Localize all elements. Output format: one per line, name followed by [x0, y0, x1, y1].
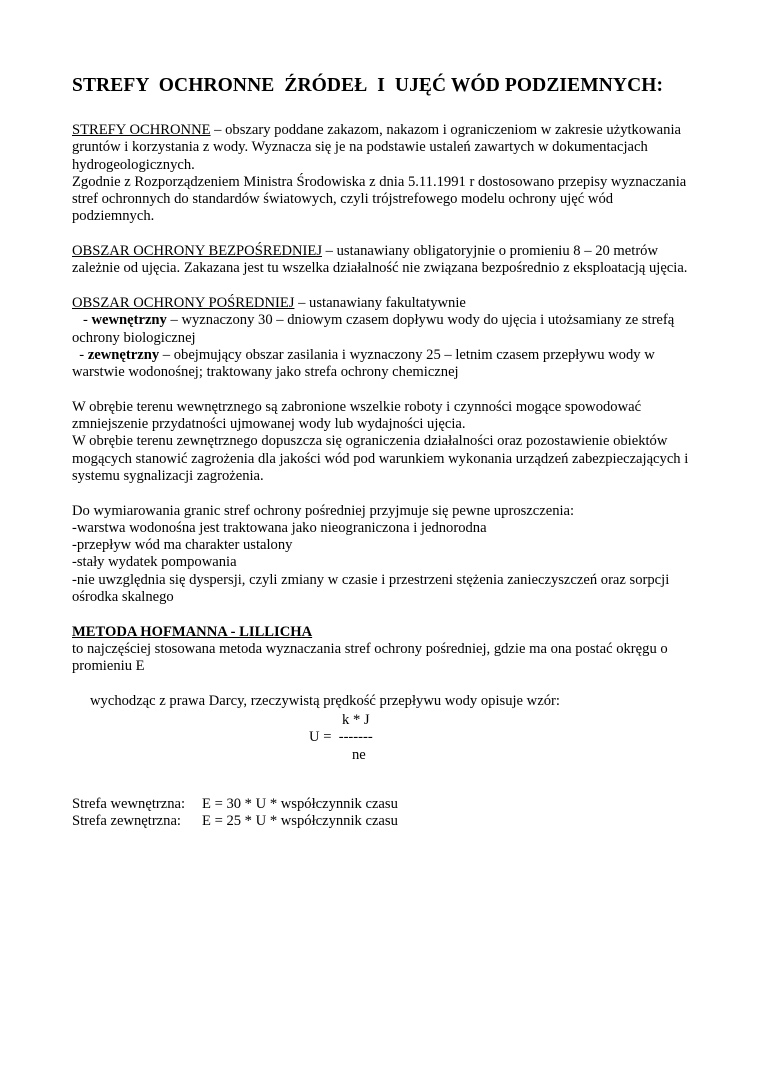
paragraph-teren-wewnetrzny: W obrębie terenu wewnętrznego są zabronione wszelkie roboty i czynności mogące spowodować zmniejszenie przydatności ujmowanej wody lub wydajności ujęcia.	[72, 398, 642, 433]
outer-zone-label: Strefa zewnętrzna:	[72, 813, 181, 830]
term-obszar-bezposredni: OBSZAR OCHRONY BEZPOŚREDNIEJ	[72, 243, 323, 260]
section-obszar-posredni	[72, 295, 692, 312]
inner-zone-row	[72, 796, 692, 813]
outer-zone-formula: E = 25 * U * współczynnik czasu	[202, 813, 398, 830]
formula-numerator: k * J	[342, 711, 370, 728]
text-zewnetrzny: – obejmujący obszar zasilania i wyznaczony 25 – letnim czasem przepływu wody w warstwie wodonośnej; traktowany jako strefa ochrony chemicznej	[72, 346, 655, 381]
list-item-zewnetrzny	[72, 347, 692, 382]
term-zewnetrzny: zewnętrzny	[87, 346, 160, 363]
heading-metoda: METODA HOFMANNA - LILLICHA	[72, 623, 313, 640]
list-item-wewnetrzny	[72, 312, 692, 347]
bullet-prefix: -	[72, 346, 88, 363]
formula-denominator: ne	[352, 746, 366, 763]
paragraph-uproszczenia: Do wymiarowania granic stref ochrony pośredniej przyjmuje się pewne uproszczenia:	[72, 502, 575, 519]
outer-zone-row	[72, 813, 692, 830]
term-strefy-ochronne: STREFY OCHRONNE	[72, 122, 211, 138]
definition-obszar-bezposredni: – ustanawiany obligatoryjnie o promieniu 8 – 20 metrów zależnie od ujęcia. Zakazana jest tu wszelka działalność nie związana bezpośrednio z eksploatacją ujęcia.	[72, 243, 688, 277]
formula-intro: wychodząc z prawa Darcy, rzeczywistą prędkość przepływu wody opisuje wzór:	[90, 692, 560, 709]
paragraph-metoda: to najczęściej stosowana metoda wyznaczania stref ochrony pośredniej, gdzie ma ona postać okręgu o promieniu E	[72, 640, 668, 675]
paragraph-teren-zewnetrzny: W obrębie terenu zewnętrznego dopuszcza się ograniczenia działalności oraz pozostawienie obiektów mogących stanowić zagrożenia dla jakości wód pod warunkiem wykonania urządzeń zabezpieczających i systemu sygnalizacji zagrożenia.	[72, 433, 689, 484]
section-obszar-bezposredni	[72, 243, 692, 278]
term-obszar-posredni: OBSZAR OCHRONY POŚREDNIEJ	[72, 294, 295, 311]
list-item: -nie uwzględnia się dyspersji, czyli zmiany w czasie i przestrzeni stężenia zanieczyszczeń oraz sorpcji ośrodka skalnego	[72, 571, 670, 606]
formula-lhs: U = -------	[309, 728, 373, 745]
document-title: STREFY OCHRONNE ŹRÓDEŁ I UJĘĆ WÓD PODZIEMNYCH:	[72, 75, 664, 96]
list-item: -przepływ wód ma charakter ustalony	[72, 537, 293, 554]
bullet-prefix: -	[72, 312, 92, 329]
list-item: -warstwa wodonośna jest traktowana jako nieograniczona i jednorodna	[72, 519, 487, 536]
term-wewnetrzny: wewnętrzny	[91, 312, 167, 329]
inner-zone-formula: E = 30 * U * współczynnik czasu	[202, 796, 398, 813]
inner-zone-label: Strefa wewnętrzna:	[72, 796, 186, 813]
list-item: -stały wydatek pompowania	[72, 554, 237, 571]
text-wewnetrzny: – wyznaczony 30 – dniowym czasem dopływu wody do ujęcia i utożsamiany ze strefą ochrony biologicznej	[72, 312, 675, 346]
definition-obszar-posredni: – ustanawiany fakultatywnie	[294, 294, 466, 311]
definition-strefy-ochronne: – obszary poddane zakazom, nakazom i ograniczeniom w zakresie użytkowania gruntów i korzystania z wody. Wyznacza się je na podstawie ustaleń zawartych w dokumentacjach hydrogeologicznych.	[72, 122, 681, 173]
formula-darcy	[72, 693, 692, 779]
document-body	[72, 122, 692, 831]
paragraph-rozporzadzenie: Zgodnie z Rozporządzeniem Ministra Środowiska z dnia 5.11.1991 r dostosowano przepisy wyznaczania stref ochronnych do standardów światowych, czyli trójstrefowego modelu ochrony ujęć wód podziemnych.	[72, 173, 687, 225]
section-strefy-ochronne	[72, 122, 692, 174]
